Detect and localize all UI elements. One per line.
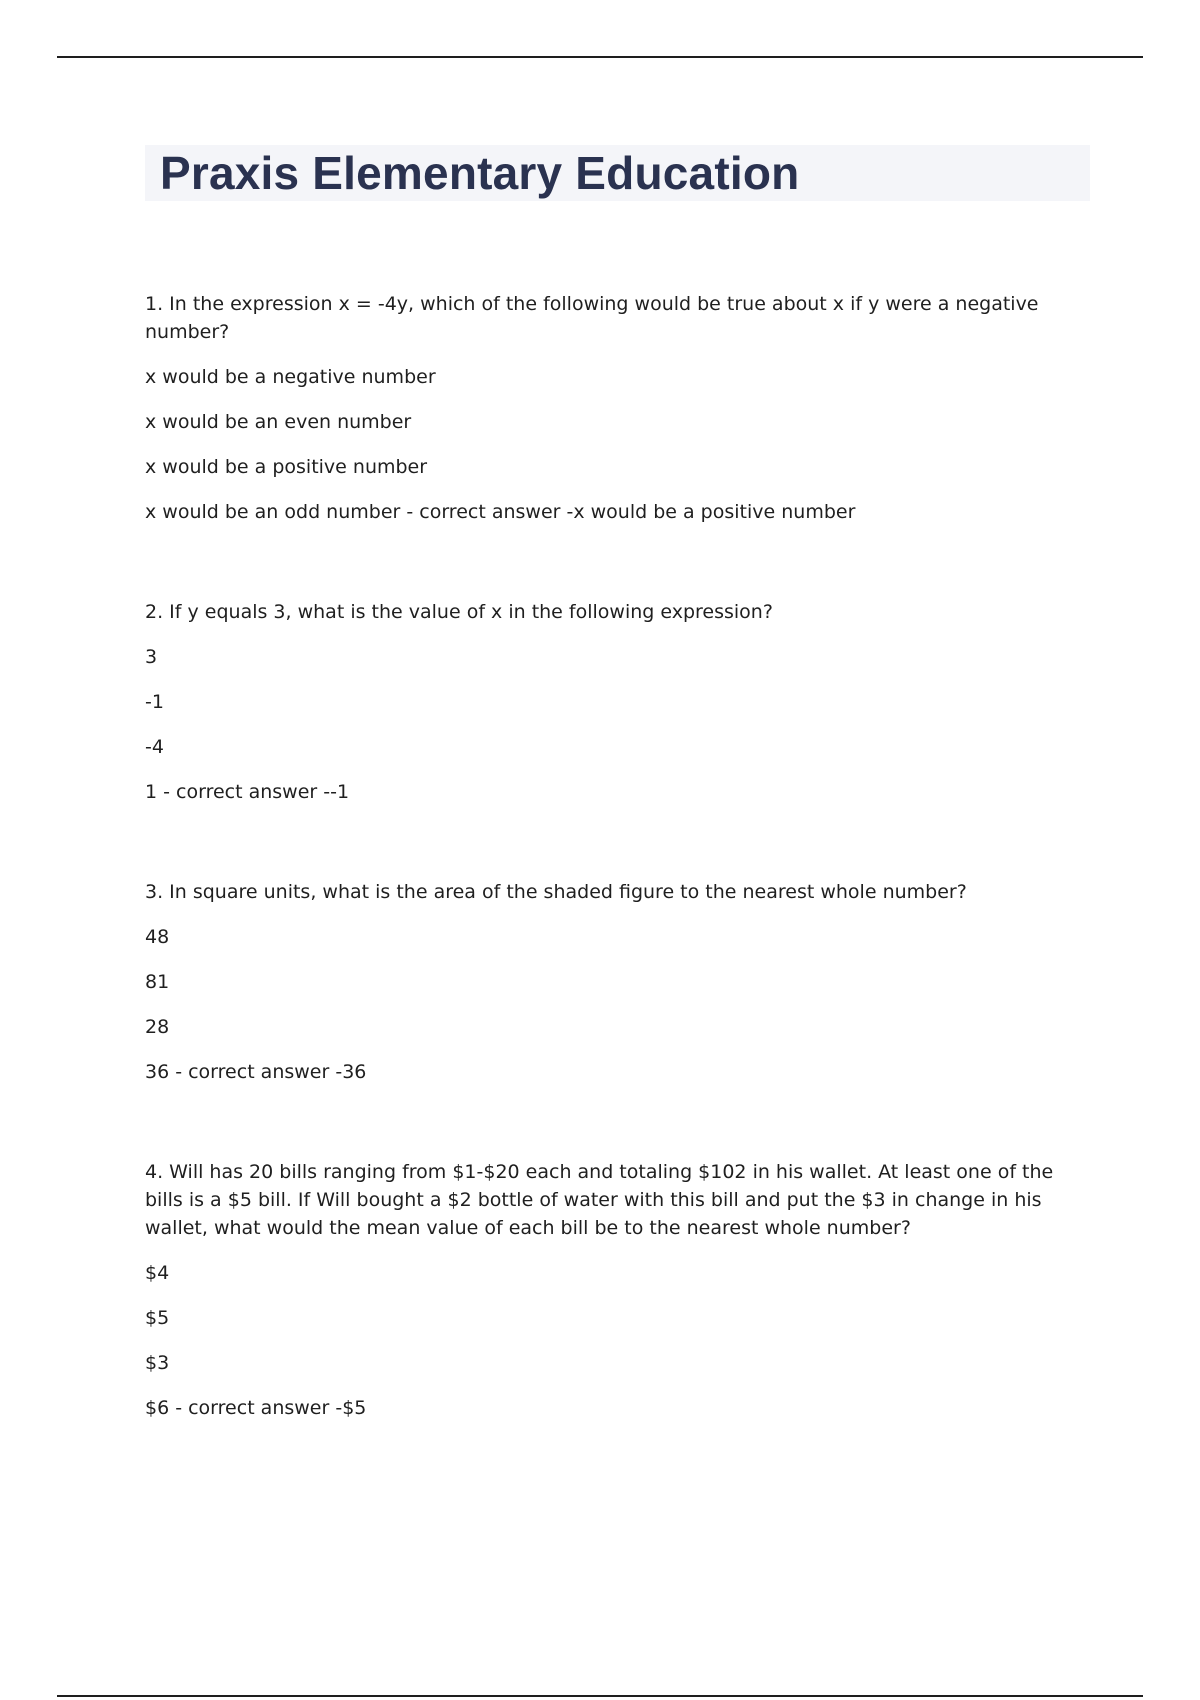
question-block [145, 290, 1095, 526]
answer-option: $4 [145, 1262, 170, 1284]
footer-rule [57, 1695, 1143, 1697]
question-text: 3. In square units, what is the area of the shaded figure to the nearest whole number? [145, 881, 967, 903]
question-block [145, 598, 1095, 806]
answer-option: x would be a negative number [145, 366, 436, 388]
question-text: 2. If y equals 3, what is the value of x in the following expression? [145, 601, 773, 623]
answer-option: x would be a positive number [145, 456, 428, 478]
answer-option: $6 - correct answer -$5 [145, 1397, 367, 1419]
question-block [145, 1158, 1095, 1422]
page-title: Praxis Elementary Education [160, 147, 800, 199]
header-rule [57, 56, 1143, 58]
question-block [145, 878, 1095, 1086]
question-text: 4. Will has 20 bills ranging from $1-$20 each and totaling $102 in his wallet. At least one of the bills is a $5 bill. If Will bought a $2 bottle of water with this bill and put the $3 in change in his wallet, what would the mean value of each bill be to the nearest whole number? [145, 1161, 1054, 1239]
answer-option: 1 - correct answer --1 [145, 781, 350, 803]
answer-option: -4 [145, 736, 164, 758]
answer-option: 28 [145, 1016, 170, 1038]
answer-option: 81 [145, 971, 170, 993]
question-text: 1. In the expression x = -4y, which of the following would be true about x if y were a negative number? [145, 293, 1039, 343]
answer-option: $5 [145, 1307, 170, 1329]
answer-option: -1 [145, 691, 164, 713]
answer-option: 36 - correct answer -36 [145, 1061, 367, 1083]
answer-option: x would be an odd number - correct answer -x would be a positive number [145, 501, 856, 523]
answer-option: 48 [145, 926, 170, 948]
answer-option: x would be an even number [145, 411, 412, 433]
answer-option: $3 [145, 1352, 170, 1374]
question-list [145, 290, 1095, 1494]
answer-option: 3 [145, 646, 158, 668]
